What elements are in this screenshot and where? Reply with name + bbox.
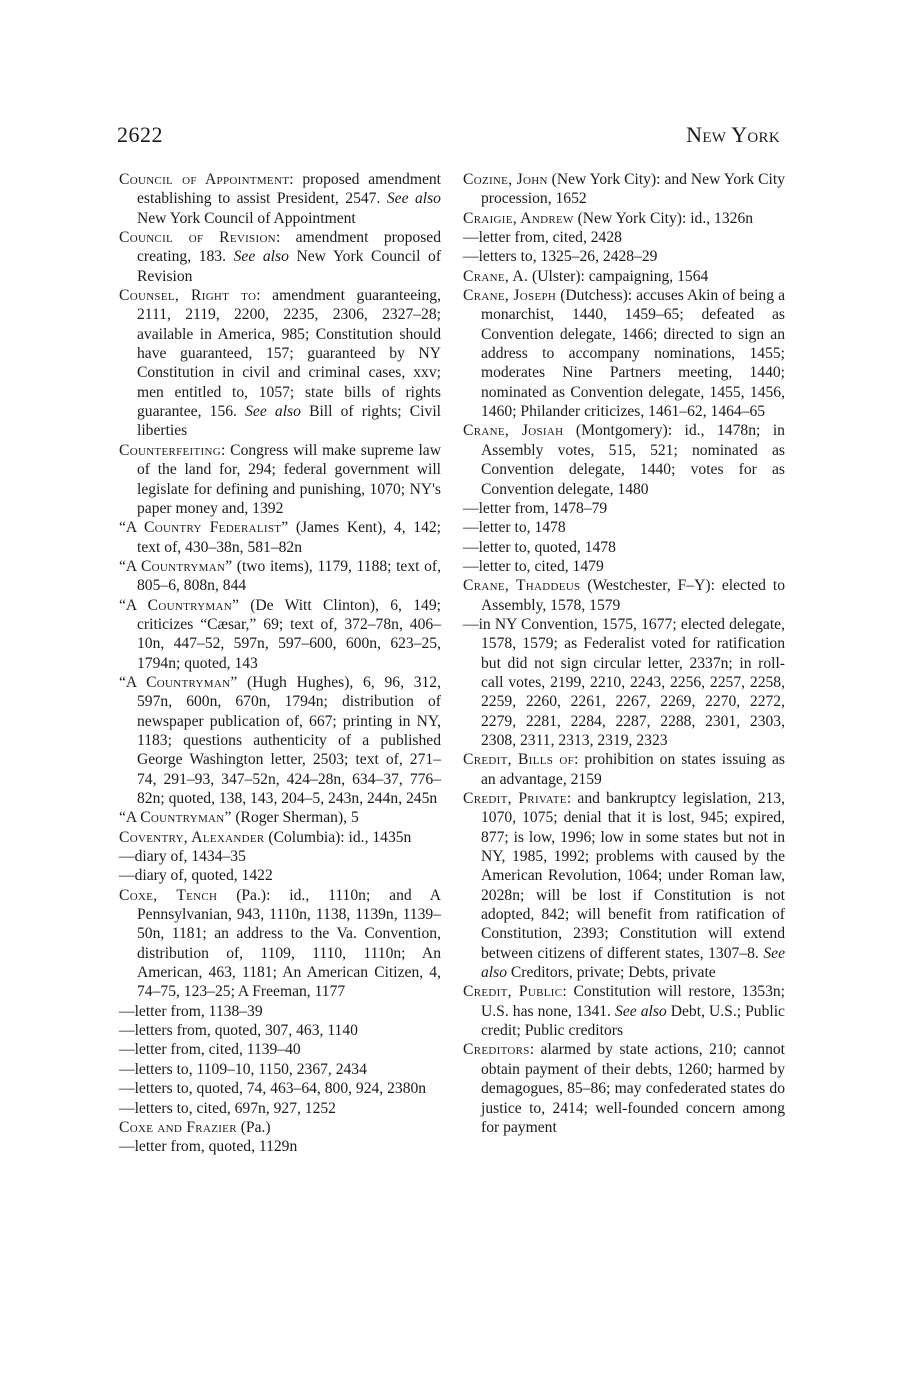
entry-heading: Crane, Josiah [463,422,564,440]
index-entry [119,441,441,518]
index-entry [119,170,441,228]
index-subentry [119,1040,441,1059]
entry-heading: Credit, Bills of [463,751,575,769]
page-header [117,122,780,156]
entry-text: : prohibition on states issuing as an advantage, 2159 [481,751,785,788]
entry-prefix: “A [119,809,141,827]
entry-heading: Counterfeiting [119,441,221,459]
entry-text: (Columbia): id., 1435n [264,828,412,846]
entry-text: —letter from, quoted, 1129n [119,1138,298,1156]
entry-text: —letters to, 1325–26, 2428–29 [463,248,658,266]
entry-heading: Coxe, Tench [119,886,218,904]
entry-heading: Credit, Private [463,790,567,807]
index-entry [463,576,785,615]
index-entry [119,828,441,847]
entry-text: (Pa.): id., 1110n; and A Pennsylvanian, 943, 1110n, 1138, 1139n, 1139–50n, 1181; an address to the Va. Convention, distribution of, 1109, 1110, 1110n; An American, 463, 1181; An American Citizen, 4, 74–75, 123–25; A Freeman, 1177 [137,886,441,1001]
entry-heading: Countryman [140,557,226,575]
entry-text: : Constitution will restore, 1353n; U.S. has none, 1341. [481,983,785,1020]
index-entry [119,518,441,557]
index-subentry [463,499,785,518]
entry-text: ” (two items), 1179, 1188; text of, 805–6, 808n, 844 [137,557,441,595]
entry-heading: Council of Appointment [119,171,290,188]
entry-heading: Crane, Thaddeus [463,577,581,595]
index-entry [463,750,785,789]
entry-prefix: “A [119,519,144,537]
index-entry [463,1040,785,1137]
index-subentry [119,866,441,885]
index-subentry [463,538,785,557]
see-also-label: See also [481,944,785,982]
entry-text: —letter from, cited, 1139–40 [119,1041,301,1059]
index-subentry [119,1002,441,1021]
entry-text: : and bankruptcy legislation, 213, 1070, 1075; denial that it is lost, 945; expired, 877; is low, 1996; low in some states but not in NY, 1985, 1992; problems with caused by the American Revolution, 1064; under Roman law, 2028n; will be lost if Constitution is not adopted, 842; will benefit from ratification of Constitution, 2393; Constitution will extend between citizens of different states, 1307–8. [481,790,785,962]
see-also-target: Debt, U.S.; Public credit; Public creditors [481,1002,785,1040]
page-number: 2622 [117,122,163,147]
entry-text: : proposed amendment establishing to assist President, 2547. [137,171,441,208]
see-also-target: New York Council of Appointment [137,209,356,227]
entry-heading: Creditors [463,1041,530,1059]
entry-prefix: “A [119,596,148,614]
index-subentry [119,1021,441,1040]
entry-text: —diary of, quoted, 1422 [119,867,273,885]
index-entry [119,557,441,596]
entry-heading: Coxe and Frazier [119,1118,237,1136]
entry-text: ” (Roger Sherman), 5 [224,809,359,827]
running-title: New York [686,122,780,147]
entry-text: —letters to, 1109–10, 1150, 2367, 2434 [119,1060,367,1078]
index-subentry [119,847,441,866]
index-subentry [463,615,785,750]
index-entry [463,421,785,498]
index-entry [463,789,785,982]
entry-text: (Pa.) [236,1118,271,1136]
index-subentry [119,1137,441,1156]
index-column-right [463,170,785,1137]
entry-text: —letters from, quoted, 307, 463, 1140 [119,1022,358,1040]
see-also-label: See also [386,190,441,208]
entry-heading: Counsel, Right to [119,287,257,305]
index-entry [463,982,785,1040]
entry-prefix: “A [119,673,147,691]
see-also-target: Creditors, private; Debts, private [507,964,716,982]
entry-prefix: “A [119,557,141,575]
index-subentry [463,518,785,537]
entry-text: —in NY Convention, 1575, 1677; elected delegate, 1578, 1579; as Federalist voted for ratification but did not sign circular letter, 2337n; in roll-call votes, 2199, 2210, 2243, 2256, 2257, 2258, 2259, 2260, 2261, 2267, 2269, 2270, 2272, 2279, 2281, 2284, 2287, 2288, 2301, 2303, 2308, 2311, 2313, 2319, 2323 [463,615,785,749]
entry-text: (New York City): and New York City procession, 1652 [481,171,785,208]
entry-heading: Countryman [146,673,231,691]
entry-text: —letters to, cited, 697n, 927, 1252 [119,1099,336,1117]
entry-heading: Credit, Public [463,983,563,1001]
index-subentry [119,1079,441,1098]
entry-text: (Westchester, F–Y): elected to Assembly, 1578, 1579 [481,577,785,614]
entry-text: —letter to, 1478 [463,519,566,537]
entry-text: (Ulster): campaigning, 1564 [528,267,709,285]
entry-text: —diary of, 1434–35 [119,848,246,866]
entry-text: —letter from, 1478–79 [463,499,608,517]
index-subentry [463,228,785,247]
index-subentry [119,1099,441,1118]
entry-text: —letter to, cited, 1479 [463,557,604,575]
index-entry [119,808,441,827]
entry-heading: Cozine, John [463,171,548,188]
index-entry [119,886,441,1002]
see-also-target: Bill of rights; Civil liberties [137,403,441,440]
index-entry [463,267,785,286]
entry-text: (Montgomery): id., 1478n; in Assembly votes, 515, 521; nominated as Convention delegate, 1440; votes for as Convention delegate, 1480 [481,422,785,498]
index-entry [119,1118,441,1137]
entry-heading: Countryman [140,809,225,827]
entry-text: : Congress will make supreme law of the land for, 294; federal government will legislate for defining and punishing, 1070; NY's paper money and, 1392 [137,441,441,517]
index-column-left [119,170,441,1157]
entry-text: —letter from, cited, 2428 [463,229,622,247]
index-entry [119,673,441,808]
entry-text: : amendment proposed creating, 183. [137,229,442,266]
entry-text: : alarmed by state actions, 210; cannot obtain payment of their debts, 1260; harmed by demagogues, 85–86; may confederated states do justice to, 2414; well-founded concern among for payment [481,1041,785,1136]
index-subentry [463,557,785,576]
entry-text: ” (Hugh Hughes), 6, 96, 312, 597n, 600n, 670n, 1794n; distribution of newspaper publication of, 667; printing in NY, 1183; questions authenticity of a published George Washington letter, 2503; text of, 271–74, 291–93, 347–52n, 424–28n, 634–37, 776–82n; quoted, 138, 143, 204–5, 243n, 244n, 245n [137,673,441,807]
entry-text: ” (De Witt Clinton), 6, 149; criticizes “Cæsar,” 69; text of, 372–78n, 406–10n, 447–52, 597n, 597–600, 600n, 623–25, 1794n; quoted, 143 [137,596,441,672]
entry-text: —letters to, quoted, 74, 463–64, 800, 924, 2380n [119,1080,427,1098]
entry-text: (New York City): id., 1326n [573,209,754,227]
entry-text: —letter to, quoted, 1478 [463,538,616,556]
see-also-label: See also [233,248,289,266]
index-subentry [119,1060,441,1079]
entry-heading: Country Federalist [144,519,282,537]
index-entry [463,170,785,209]
index-entry [463,209,785,228]
entry-text: : amendment guaranteeing, 2111, 2119, 2200, 2235, 2306, 2327–28; available in America, 985; Constitution should have guaranteed, 157; guaranteed by NY Constitution in civil and criminal cases, xxv; men entitled to, 1057; state bills of rights guarantee, 156. [137,287,441,421]
index-entry [119,228,441,286]
entry-text: ” (James Kent), 4, 142; text of, 430–38n, 581–82n [137,519,441,556]
index-entry [463,286,785,421]
index-entry [119,286,441,441]
index-subentry [463,247,785,266]
entry-heading: Crane, Joseph [463,287,557,305]
index-entry [119,596,441,673]
see-also-target: New York Council of Revision [137,248,442,285]
entry-heading: Crane, A. [463,267,529,285]
entry-heading: Council of Revision [119,229,276,247]
see-also-label: See also [245,403,301,421]
entry-heading: Craigie, Andrew [463,209,574,227]
entry-heading: Coventry, Alexander [119,828,265,846]
entry-text: (Dutchess): accuses Akin of being a monarchist, 1440, 1459–65; defeated as Convention delegate, 1466; directed to sign an address to accompany nominations, 1455; moderates Nine Partners meeting, 1440; nominated as Convention delegate, 1455, 1456, 1460; Philander criticizes, 1461–62, 1464–65 [481,287,786,421]
see-also-label: See also [615,1002,667,1020]
entry-text: —letter from, 1138–39 [119,1002,263,1020]
entry-heading: Countryman [147,596,232,614]
